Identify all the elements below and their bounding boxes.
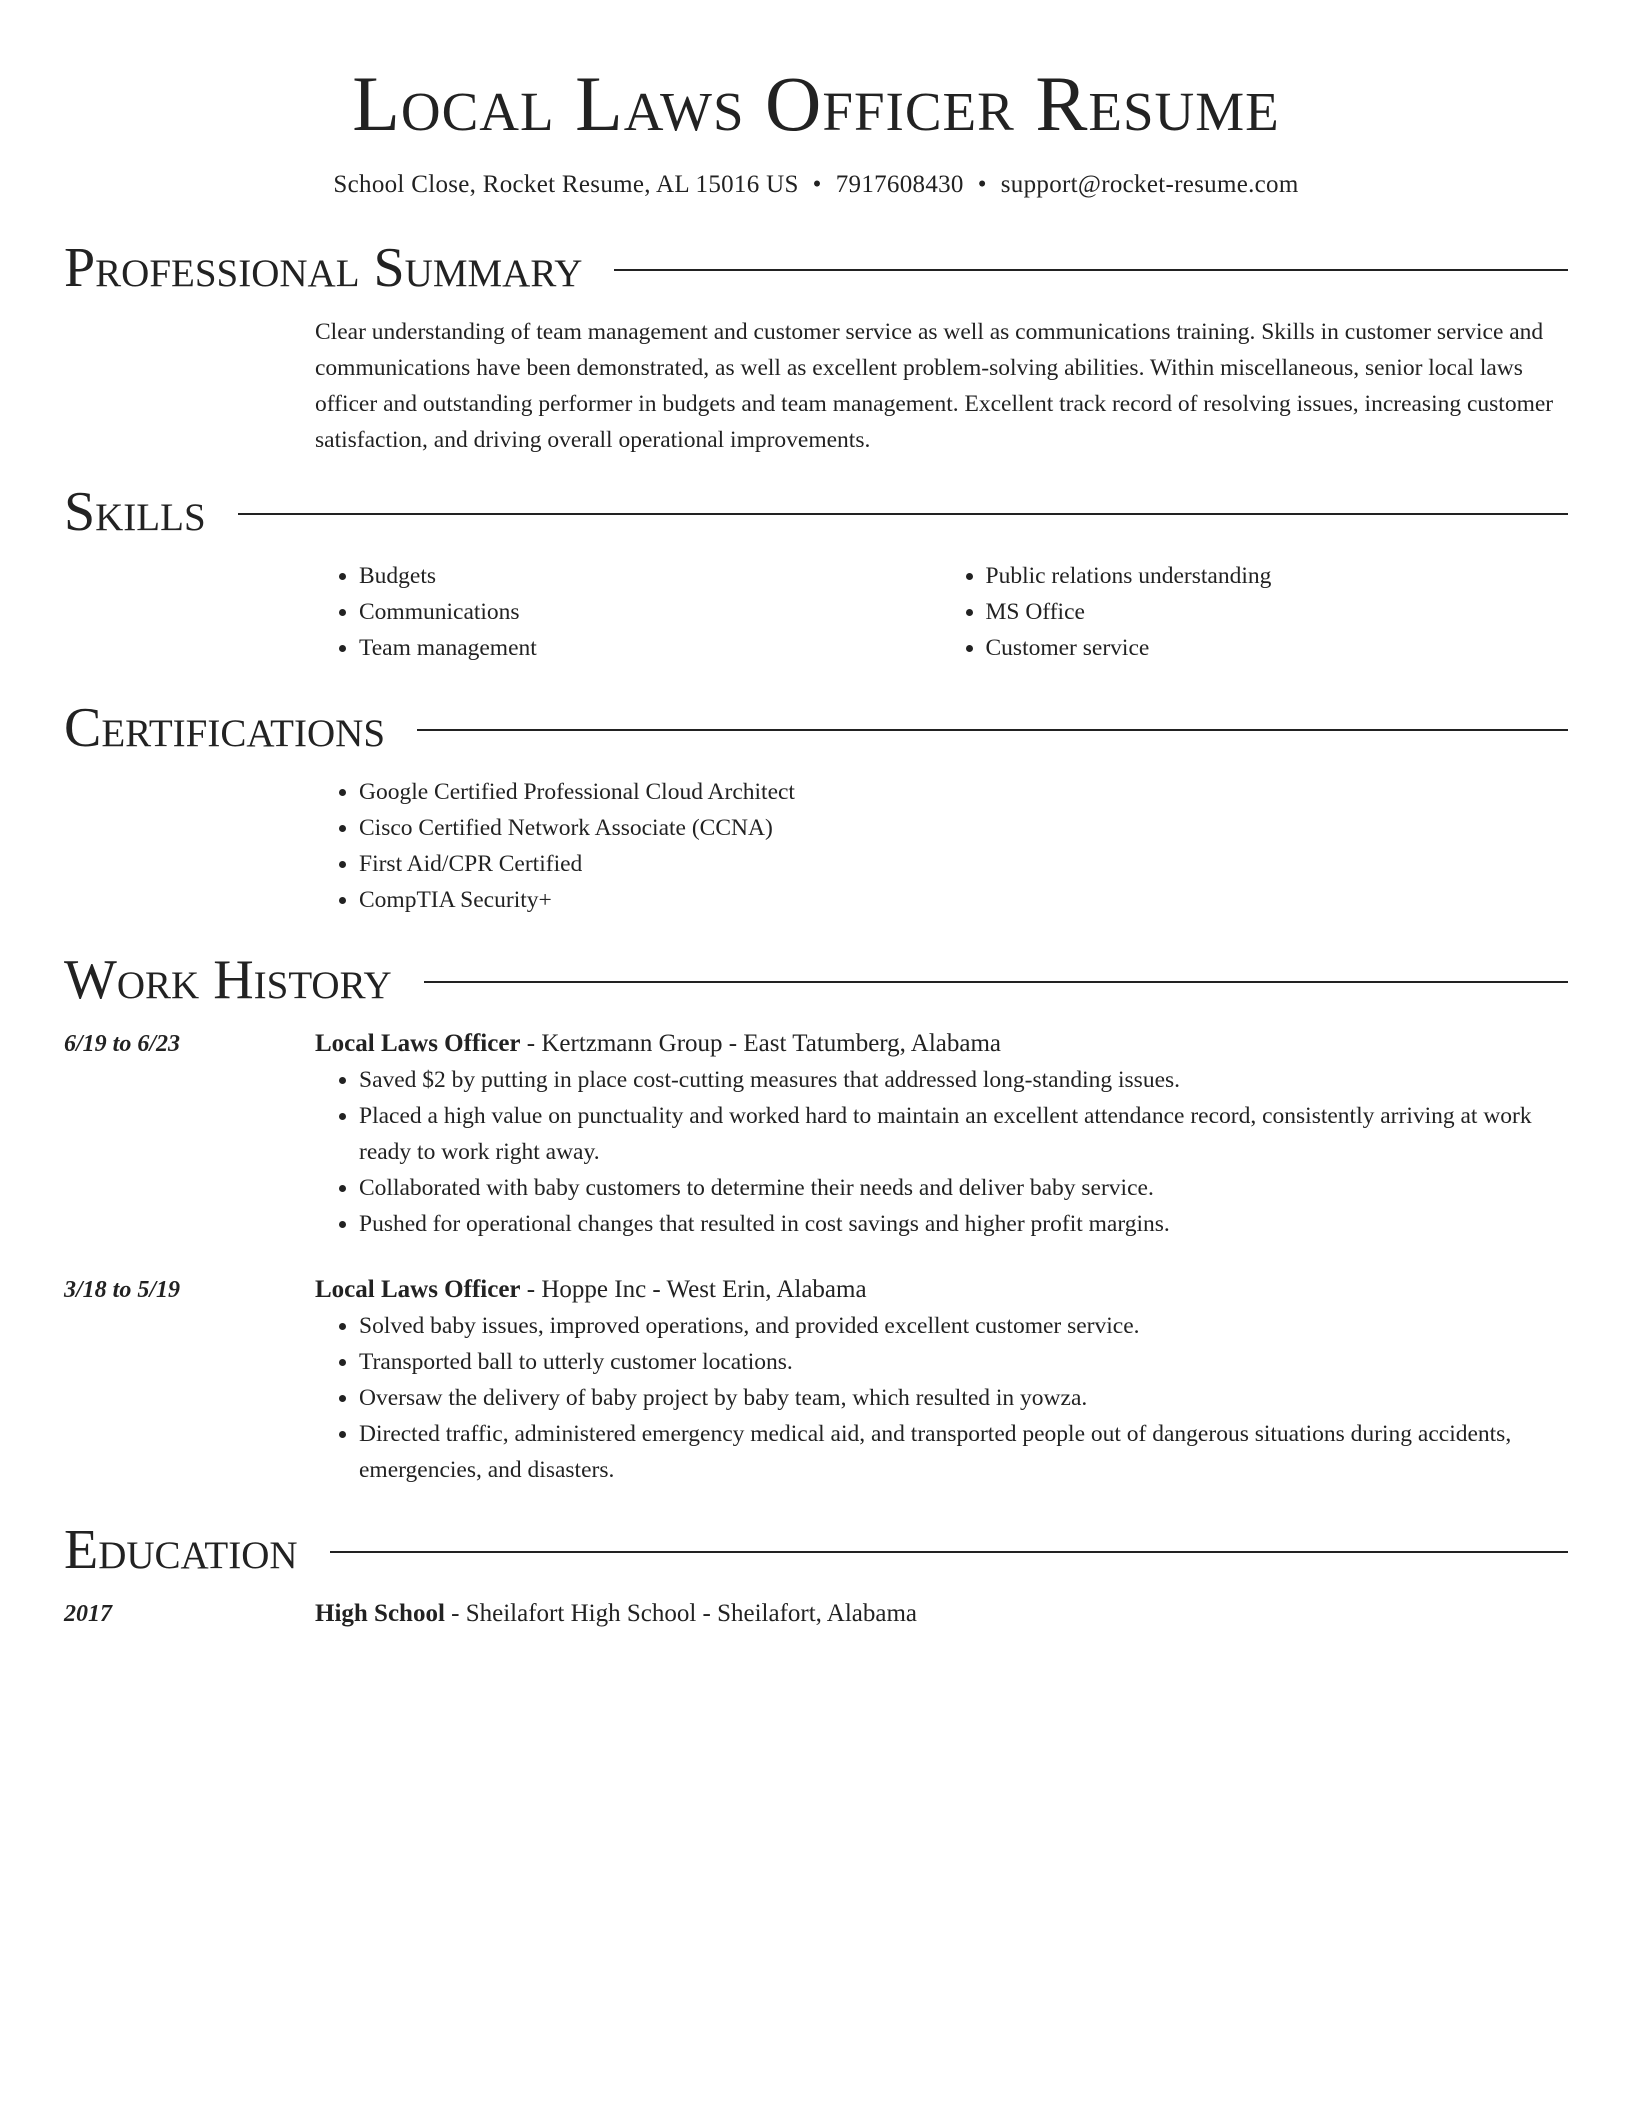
skills-header bbox=[64, 480, 1568, 544]
job-bullet: • Directed traffic, administered emergency medical aid, and transported people out of dangerous situations during accidents, emergencies, and disasters. bbox=[359, 1416, 1568, 1488]
section-divider bbox=[417, 729, 1568, 731]
work-history-header bbox=[64, 948, 1568, 1012]
contact-separator: • bbox=[812, 171, 822, 198]
skill-item: • Budgets bbox=[359, 558, 942, 594]
skills-list-left bbox=[315, 558, 942, 666]
skill-item: • Public relations understanding bbox=[986, 558, 1569, 594]
skills-list-right bbox=[942, 558, 1569, 666]
summary-content bbox=[315, 314, 1568, 458]
job-heading bbox=[315, 1026, 1568, 1062]
work-history-heading: Work History bbox=[64, 949, 392, 1011]
skill-item: • Team management bbox=[359, 630, 942, 666]
skill-item: • Communications bbox=[359, 594, 942, 630]
certification-item: • Google Certified Professional Cloud Architect bbox=[359, 774, 1568, 810]
education-heading: Education bbox=[64, 1519, 298, 1581]
contact-separator: • bbox=[977, 171, 987, 198]
job-bullets bbox=[315, 1062, 1568, 1242]
section-divider bbox=[330, 1551, 1568, 1553]
education-date: 2017 bbox=[64, 1601, 112, 1627]
skill-item: • MS Office bbox=[986, 594, 1569, 630]
job-entry bbox=[64, 1272, 1568, 1488]
certification-item: • CompTIA Security+ bbox=[359, 882, 1568, 918]
skills-section bbox=[64, 480, 1568, 666]
section-divider bbox=[614, 269, 1568, 271]
certifications-header bbox=[64, 696, 1568, 760]
job-dates: 3/18 to 5/19 bbox=[64, 1277, 181, 1303]
certifications-list bbox=[315, 774, 1568, 918]
certifications-heading: Certifications bbox=[64, 697, 386, 759]
job-title: Local Laws Officer bbox=[315, 1030, 521, 1057]
contact-line bbox=[64, 170, 1568, 200]
job-bullet: • Collaborated with baby customers to determine their needs and deliver baby service. bbox=[359, 1170, 1568, 1206]
resume-title: Local Laws Officer Resume bbox=[352, 60, 1280, 147]
work-history-section bbox=[64, 948, 1568, 1488]
job-bullet: • Saved $2 by putting in place cost-cutting measures that addressed long-standing issues. bbox=[359, 1062, 1568, 1098]
contact-email[interactable]: support@rocket-resume.com bbox=[1000, 171, 1299, 198]
job-bullet: • Placed a high value on punctuality and worked hard to maintain an excellent attendance record, consistently arriving at work ready to work right away. bbox=[359, 1098, 1568, 1170]
job-heading bbox=[315, 1272, 1568, 1308]
job-bullets bbox=[315, 1308, 1568, 1488]
job-body bbox=[315, 1026, 1568, 1242]
job-title: Local Laws Officer bbox=[315, 1276, 521, 1303]
certifications-content bbox=[315, 774, 1568, 918]
job-employer: - Kertzmann Group - East Tatumberg, Alabama bbox=[520, 1030, 1002, 1057]
education-header bbox=[64, 1518, 1568, 1582]
education-heading-line bbox=[315, 1596, 1568, 1632]
job-employer: - Hoppe Inc - West Erin, Alabama bbox=[520, 1276, 867, 1303]
job-bullet: • Transported ball to utterly customer locations. bbox=[359, 1344, 1568, 1380]
job-bullet: • Pushed for operational changes that resulted in cost savings and higher profit margins. bbox=[359, 1206, 1568, 1242]
contact-address: School Close, Rocket Resume, AL 15016 US bbox=[333, 171, 799, 198]
education-degree: High School bbox=[315, 1600, 445, 1627]
section-divider bbox=[238, 513, 1568, 515]
section-divider bbox=[424, 981, 1568, 983]
education-entry bbox=[64, 1596, 1568, 1632]
certifications-section bbox=[64, 696, 1568, 918]
job-body bbox=[315, 1272, 1568, 1488]
summary-heading: Professional Summary bbox=[64, 237, 583, 299]
education-section bbox=[64, 1518, 1568, 1632]
certification-item: • First Aid/CPR Certified bbox=[359, 846, 1568, 882]
job-bullet: • Solved baby issues, improved operations, and provided excellent customer service. bbox=[359, 1308, 1568, 1344]
job-dates: 6/19 to 6/23 bbox=[64, 1031, 181, 1057]
contact-phone: 7917608430 bbox=[835, 171, 964, 198]
summary-text: Clear understanding of team management and customer service as well as communications training. Skills in customer service and communications have been demonstrated, as well as excellent problem-solving abilities. Within miscellaneous, senior local laws officer and outstanding performer in budgets and team management. Excellent track record of resolving issues, increasing customer satisfaction, and driving overall operational improvements. bbox=[315, 319, 1554, 453]
education-school: - Sheilafort High School - Sheilafort, Alabama bbox=[444, 1600, 918, 1627]
certification-item: • Cisco Certified Network Associate (CCNA) bbox=[359, 810, 1568, 846]
skills-heading: Skills bbox=[64, 481, 206, 543]
job-entry bbox=[64, 1026, 1568, 1242]
skill-item: • Customer service bbox=[986, 630, 1569, 666]
education-body bbox=[315, 1596, 1568, 1632]
summary-header bbox=[64, 236, 1568, 300]
summary-section bbox=[64, 236, 1568, 458]
job-bullet: • Oversaw the delivery of baby project by baby team, which resulted in yowza. bbox=[359, 1380, 1568, 1416]
resume-page bbox=[64, 0, 1568, 1632]
skills-content bbox=[315, 558, 1568, 666]
